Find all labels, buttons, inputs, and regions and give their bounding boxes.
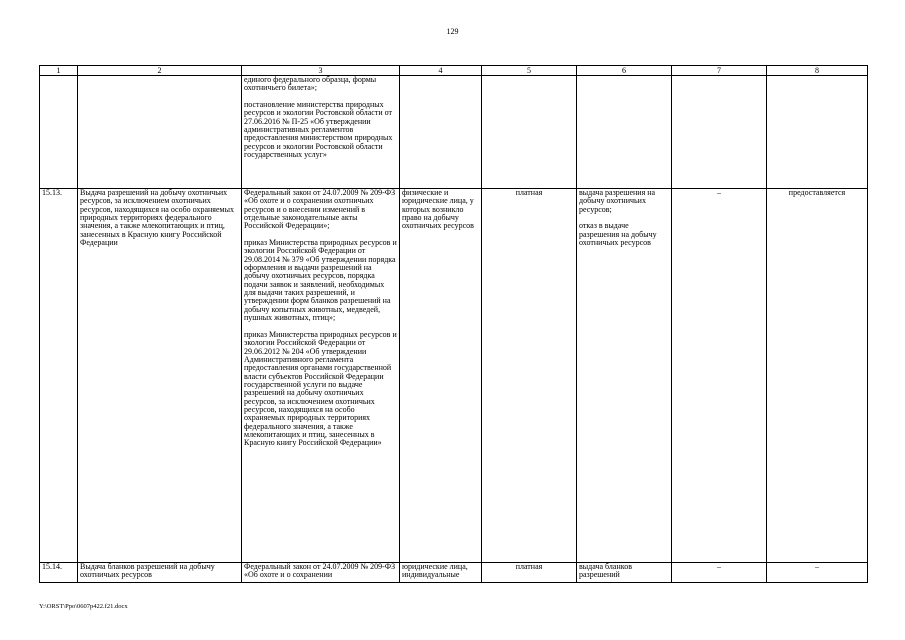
col8-cell: – (767, 563, 868, 583)
service-name-cell: Выдача разрешений на добычу охотничьих ресурсов, за исключением охотничьих ресурсов, находящихся на особо охраняемых природных территориях федерального значения, а также млекопитающих и птиц, занесенных в Красную книгу Российской Федерации (78, 189, 242, 563)
header-cell-5: 5 (482, 66, 577, 76)
payment-cell: платная (482, 189, 577, 563)
service-name-cell: Выдача бланков разрешений на добычу охотничьих ресурсов (78, 563, 242, 583)
header-cell-1: 1 (40, 66, 78, 76)
table-row (40, 76, 868, 189)
file-path-footer: Y:\ORST\Ppo\0607p422.f21.docx (39, 603, 128, 610)
col7-cell: – (672, 563, 767, 583)
header-cell-8: 8 (767, 66, 868, 76)
legal-basis-cell: единого федерального образца, формы охотничьего билета»; постановление министерства природных ресурсов и экологии Ростовской области от 27.06.2016 № П-25 «Об утверждении административных регламентов предоставления министерством природных ресурсов и экологии Ростовской области государственных услуг» (242, 76, 400, 189)
row-number-cell: 15.14. (40, 563, 78, 583)
result-cell (577, 76, 672, 189)
page-number: 129 (446, 27, 459, 36)
table-row (40, 563, 868, 583)
col7-cell: – (672, 189, 767, 563)
col7-cell (672, 76, 767, 189)
row-number-cell: 15.13. (40, 189, 78, 563)
result-cell: выдача разрешения на добычу охотничьих ресурсов; отказ в выдаче разрешения на добычу охотничьих ресурсов (577, 189, 672, 563)
table-row (40, 189, 868, 563)
header-cell-6: 6 (577, 66, 672, 76)
services-table (39, 65, 868, 583)
col8-cell: предоставляется (767, 189, 868, 563)
legal-basis-cell: Федеральный закон от 24.07.2009 № 209-ФЗ «Об охоте и о сохранении (242, 563, 400, 583)
applicants-cell (400, 76, 482, 189)
legal-basis-cell: Федеральный закон от 24.07.2009 № 209-ФЗ «Об охоте и о сохранении охотничьих ресурсов и о внесении изменений в отдельные законодательные акты Российской Федерации»; приказ Министерства природных ресурсов и экологии Российской Федерации от 29.08.2014 № 379 «Об утверждении порядка оформления и выдачи разрешений на добычу охотничьих ресурсов, порядка подачи заявок и заявлений, необходимых для выдачи таких разрешений, и утверждении форм бланков разрешений на добычу копытных животных, медведей, пушных животных, птиц»; приказ Министерства природных ресурсов и экологии Российской Федерации от 29.06.2012 № 204 «Об утверждении Административного регламента предоставления органами государственной власти субъектов Российской Федерации государственной услуги по выдаче разрешений на добычу охотничьих ресурсов, за исключением охотничьих ресурсов, находящихся на особо охраняемых природных территориях федерального значения, а также млекопитающих и птиц, занесенных в Красную книгу Российской Федерации» (242, 189, 400, 563)
result-cell: выдача бланков разрешений (577, 563, 672, 583)
payment-cell (482, 76, 577, 189)
header-cell-2: 2 (78, 66, 242, 76)
col8-cell (767, 76, 868, 189)
header-cell-4: 4 (400, 66, 482, 76)
header-cell-7: 7 (672, 66, 767, 76)
applicants-cell: физические и юридические лица, у которых возникло право на добычу охотничьих ресурсов (400, 189, 482, 563)
service-name-cell (78, 76, 242, 189)
applicants-cell: юридические лица, индивидуальные (400, 563, 482, 583)
payment-cell: платная (482, 563, 577, 583)
row-number-cell (40, 76, 78, 189)
header-cell-3: 3 (242, 66, 400, 76)
header-row (40, 66, 868, 76)
